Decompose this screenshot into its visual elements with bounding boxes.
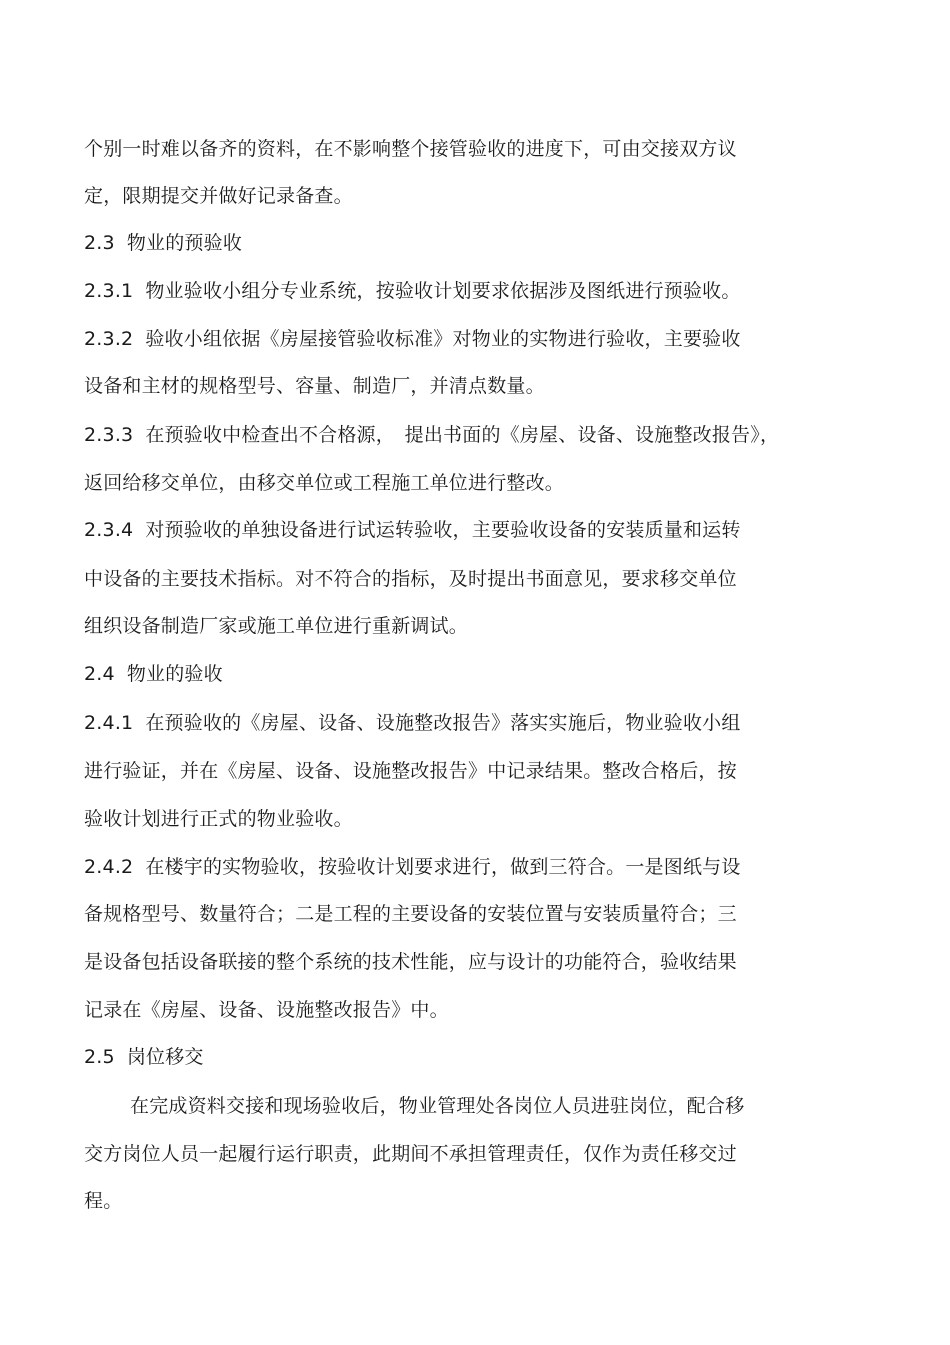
line-text: 个别一时难以备齐的资料，在不影响整个接管验收的进度下，可由交接双方议 — [84, 138, 737, 160]
section-heading — [84, 231, 242, 255]
section-heading — [84, 662, 223, 686]
clause-text: 在预验收中检查出不合格源， 提出书面的《房屋、设备、设施整改报告》， — [145, 424, 780, 446]
line-text: 设备和主材的规格型号、容量、制造厂，并清点数量。 — [84, 375, 545, 397]
clause-line — [84, 423, 779, 447]
text-line — [84, 614, 468, 638]
text-line — [84, 137, 737, 161]
text-line — [84, 1142, 737, 1166]
clause-number: 2.3.2 — [84, 328, 134, 350]
line-text: 中设备的主要技术指标。对不符合的指标，及时提出书面意见，要求移交单位 — [84, 568, 737, 590]
clause-number: 2.3.4 — [84, 519, 134, 541]
text-line — [84, 998, 449, 1022]
clause-number: 2.3.1 — [84, 280, 134, 302]
line-text: 进行验证，并在《房屋、设备、设施整改报告》中记录结果。整改合格后，按 — [84, 760, 737, 782]
line-text: 定，限期提交并做好记录备查。 — [84, 185, 353, 207]
clause-text: 验收小组依据《房屋接管验收标准》对物业的实物进行验收，主要验收 — [145, 328, 741, 350]
clause-text: 物业验收小组分专业系统，按验收计划要求依据涉及图纸进行预验收。 — [145, 280, 741, 302]
text-line — [84, 374, 545, 398]
clause-number: 2.4.1 — [84, 712, 134, 734]
text-line — [84, 471, 564, 495]
line-text: 返回给移交单位，由移交单位或工程施工单位进行整改。 — [84, 472, 565, 494]
section-title: 物业的预验收 — [126, 232, 243, 254]
text-line — [84, 807, 353, 831]
clause-text: 在楼宇的实物验收，按验收计划要求进行，做到三符合。一是图纸与设 — [145, 856, 741, 878]
text-line — [84, 902, 737, 926]
clause-line — [84, 855, 741, 879]
line-text: 备规格型号、数量符合；二是工程的主要设备的安装位置与安装质量符合；三 — [84, 903, 737, 925]
section-number: 2.5 — [84, 1046, 115, 1068]
section-title: 物业的验收 — [126, 663, 223, 685]
line-text: 在完成资料交接和现场验收后，物业管理处各岗位人员进驻岗位，配合移 — [130, 1095, 745, 1117]
text-line — [84, 950, 737, 974]
clause-number: 2.3.3 — [84, 424, 134, 446]
text-line — [84, 184, 353, 208]
paragraph-first-line — [130, 1094, 744, 1118]
text-line — [84, 567, 737, 591]
clause-line — [84, 711, 741, 735]
section-heading — [84, 1045, 204, 1069]
line-text: 组织设备制造厂家或施工单位进行重新调试。 — [84, 615, 469, 637]
line-text: 是设备包括设备联接的整个系统的技术性能，应与设计的功能符合，验收结果 — [84, 951, 737, 973]
line-text: 验收计划进行正式的物业验收。 — [84, 808, 353, 830]
section-title: 岗位移交 — [126, 1046, 204, 1068]
line-text: 交方岗位人员一起履行运行职责，此期间不承担管理责任，仅作为责任移交过 — [84, 1143, 737, 1165]
section-number: 2.3 — [84, 232, 115, 254]
clause-text: 对预验收的单独设备进行试运转验收，主要验收设备的安装质量和运转 — [145, 519, 741, 541]
clause-line — [84, 279, 741, 303]
clause-line — [84, 518, 741, 542]
section-number: 2.4 — [84, 663, 115, 685]
clause-line — [84, 327, 741, 351]
text-line — [84, 759, 737, 783]
clause-text: 在预验收的《房屋、设备、设施整改报告》落实实施后，物业验收小组 — [145, 712, 741, 734]
text-line — [84, 1189, 122, 1213]
line-text: 程。 — [84, 1190, 123, 1212]
clause-number: 2.4.2 — [84, 856, 134, 878]
line-text: 记录在《房屋、设备、设施整改报告》中。 — [84, 999, 449, 1021]
